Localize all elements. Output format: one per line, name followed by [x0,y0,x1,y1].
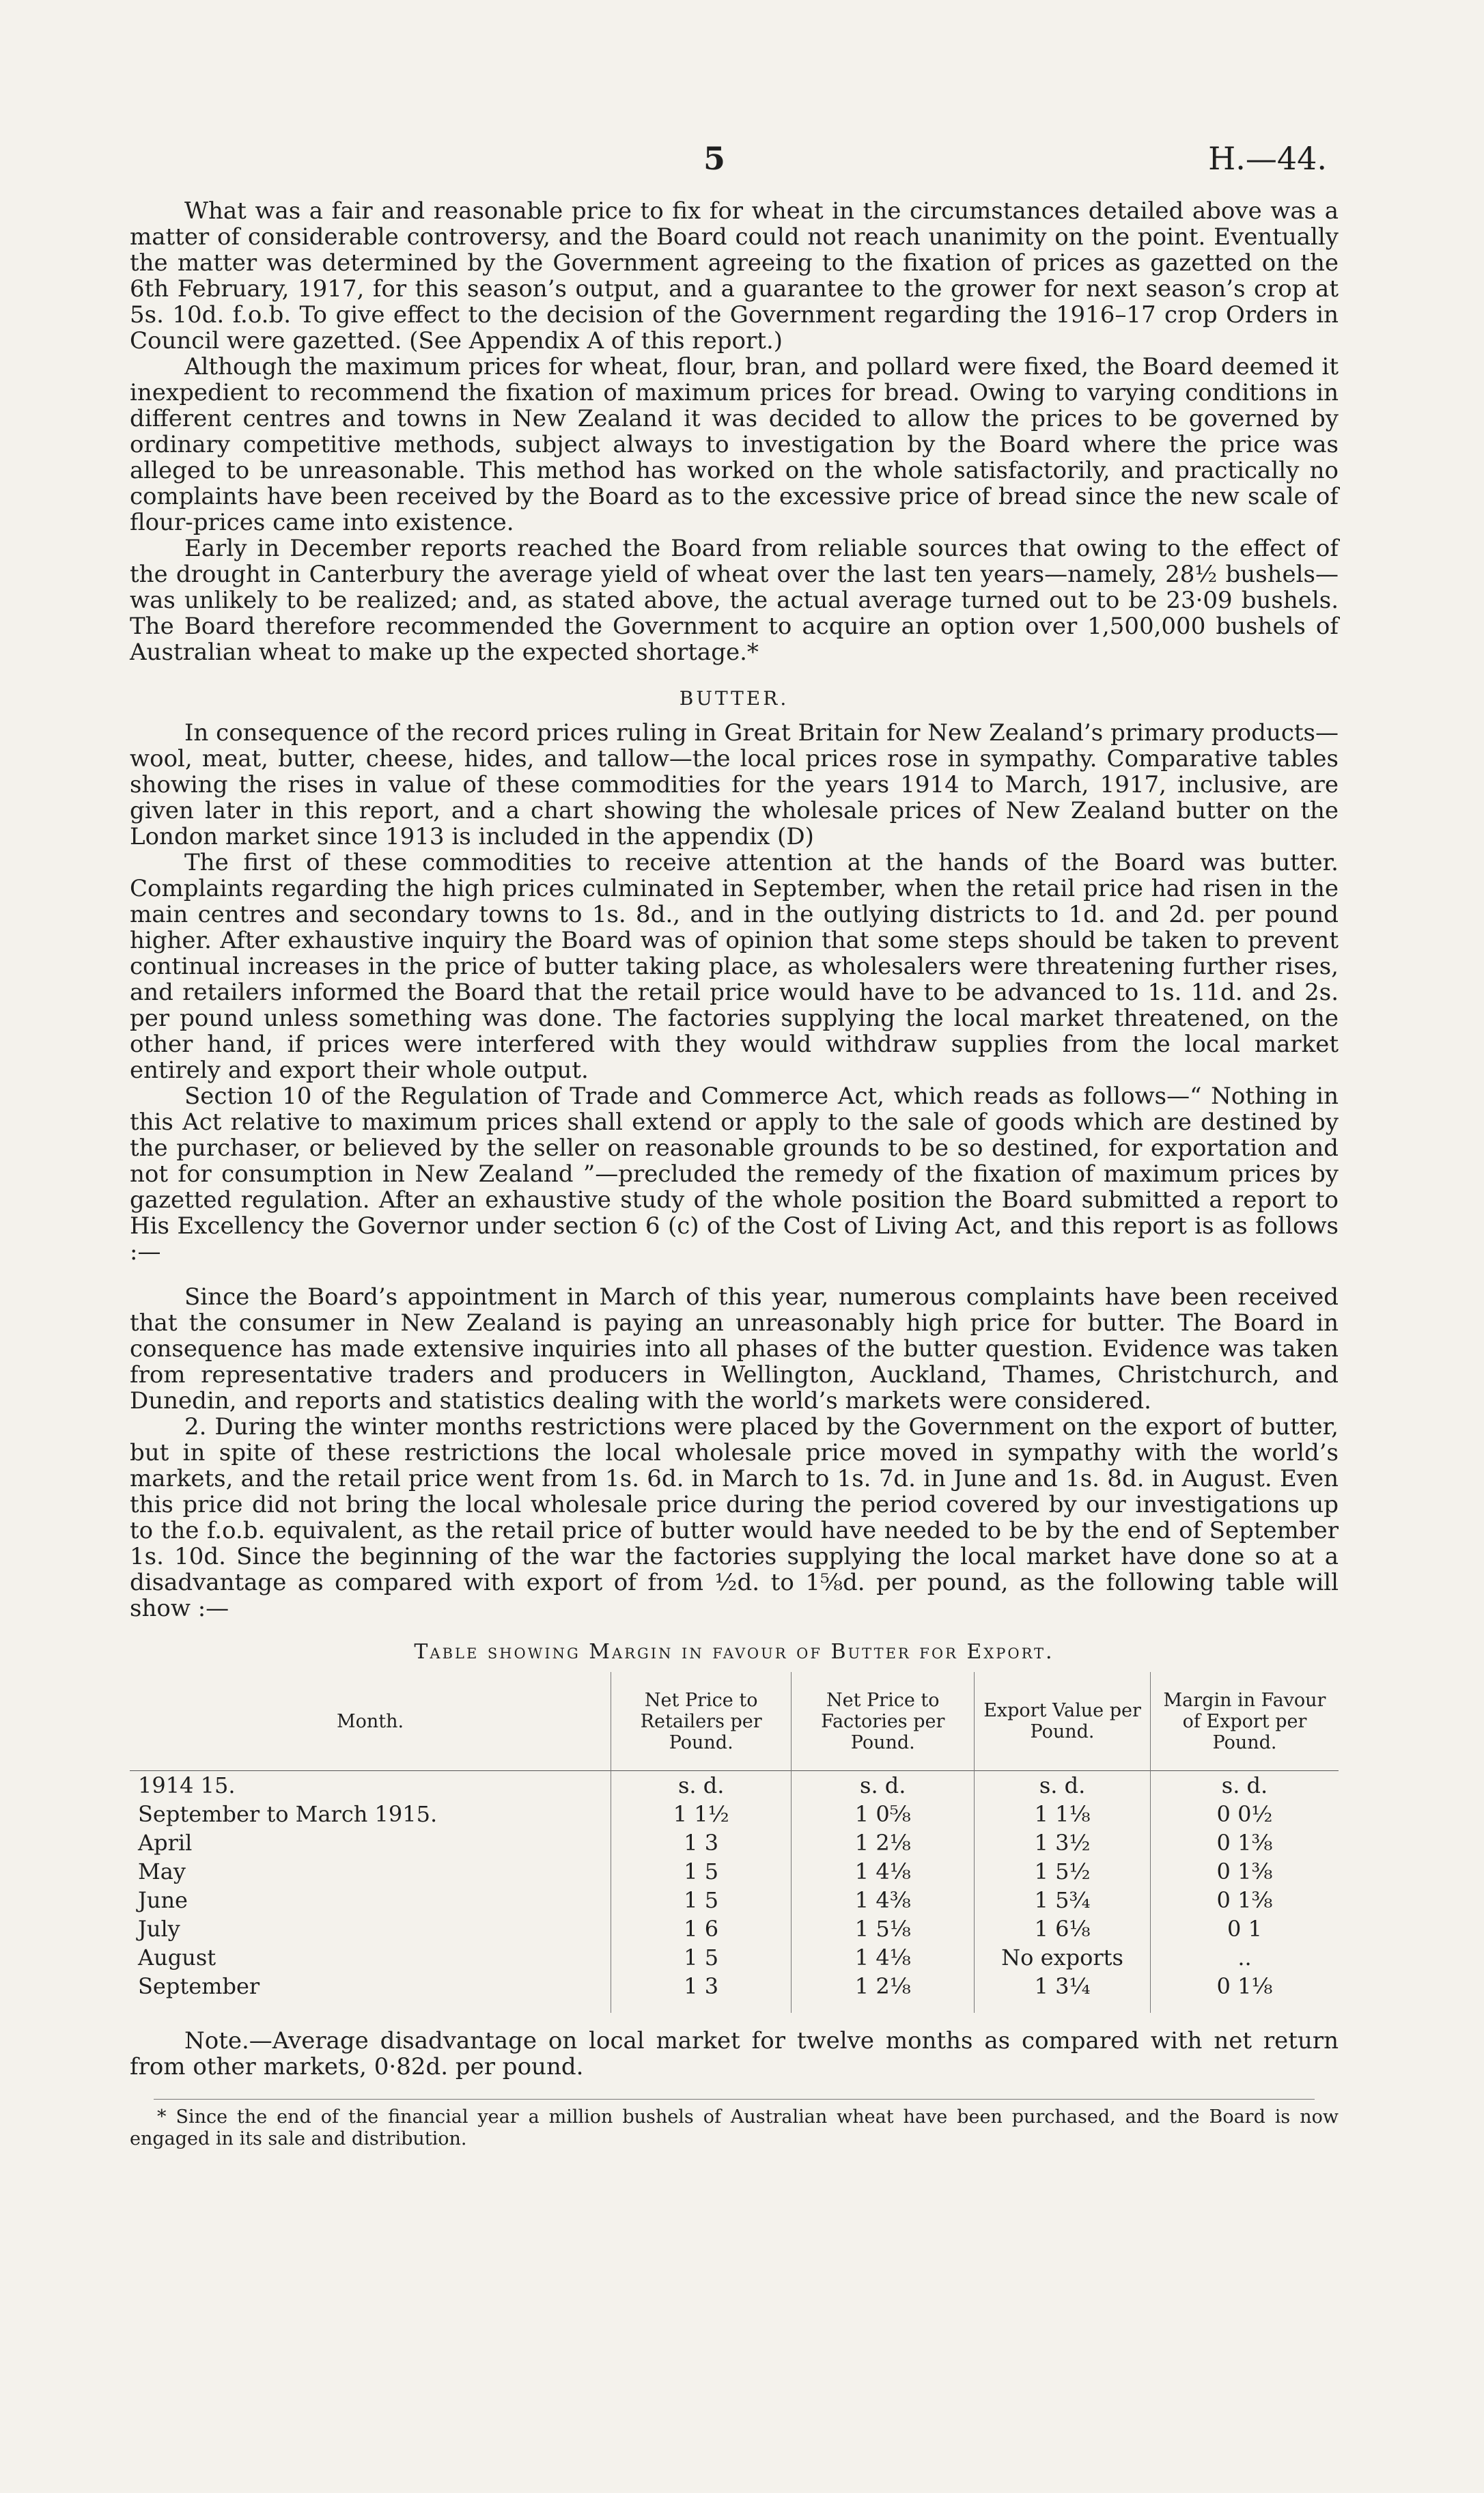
period-label: 1914 15. [138,1772,236,1798]
page-number: 5 [703,140,726,177]
page-header [0,140,1484,181]
cell-factories: 1 4⅛ [792,1857,975,1886]
table-row [130,1972,1339,2013]
body-text [130,198,1339,2150]
cell-month: September [138,1973,260,1999]
footnote-divider [154,2099,1315,2100]
cell-retailers: 1 1½ [611,1800,792,1828]
cell-margin: .. [1150,1943,1339,1972]
cell-month: April [138,1830,193,1856]
cell-retailers: 1 5 [611,1943,792,1972]
document-reference: H.—44. [1208,140,1327,177]
cell-factories: 1 5⅛ [792,1914,975,1943]
cell-margin: 0 1⅜ [1150,1828,1339,1857]
cell-margin: 0 1⅛ [1150,1972,1339,2013]
cell-export: 1 6⅛ [975,1914,1151,1943]
quote-paragraph: Since the Board’s appointment in March of this year, numerous complaints have been received that the consumer in New Zealand is paying an unreasonably high price for butter. The Board in consequence has made extensive inquiries into all phases of the butter question. Evidence was taken from representative traders and producers in Wellington, Auckland, Thames, Christchurch, and Dunedin, and reports and statistics dealing with the world’s markets were considered. [130,1283,1339,1415]
table-note [130,2028,1339,2080]
unit-label: s. d. [792,1771,975,1800]
table-header-row [130,1672,1339,1771]
cell-export: 1 3½ [975,1828,1151,1857]
cell-export: 1 5½ [975,1857,1151,1886]
cell-month: May [138,1858,186,1884]
cell-export: 1 5¾ [975,1886,1151,1914]
cell-retailers: 1 6 [611,1914,792,1943]
section-heading: BUTTER. [679,687,789,710]
paragraph: Early in December reports reached the Board from reliable sources that owing to the effect of the drought in Canterbury the average yield of wheat over the last ten years—namely, 28½ bushels—was unlikely to be realized; and, as stated above, the actual average turned out to be 23·09 bushels. The Board therefore recommended the Government to acquire an option over 1,500,000 bushels of Australian wheat to make up the expected shortage.* [130,535,1339,666]
header-export-value: Export Value per Pound. [975,1672,1151,1771]
note-text: Note.—Average disadvantage on local market for twelve months as compared with net return from other markets, 0·82d. per pound. [130,2027,1339,2080]
table-row [130,1857,1339,1886]
footnote: * Since the end of the financial year a million bushels of Australian wheat have been purchased, and the Board is now engaged in its sale and distribution. [130,2106,1339,2149]
unit-label: s. d. [1150,1771,1339,1800]
unit-label: s. d. [611,1771,792,1800]
cell-factories: 1 4⅛ [792,1943,975,1972]
paragraph: What was a fair and reasonable price to fix for wheat in the circumstances detailed above was a matter of considerable controversy, and the Board could not reach unanimity on the point. Eventually the matter was determined by the Government agreeing to the fixation of prices as gazetted on the 6th February, 1917, for this season’s output, and a guarantee to the grower for next season’s crop at 5s. 10d. f.o.b. To give effect to the decision of the Government regarding the 1916–17 crop Orders in Council were gazetted. (See Appendix A of this report.) [130,197,1339,354]
header-net-retailers: Net Price to Retailers per Pound. [611,1672,792,1771]
quote-paragraph: 2. During the winter months restrictions were placed by the Government on the export of butter, but in spite of these restrictions the local wholesale price moved in sympathy with the world’s markets, and the retail price went from 1s. 6d. in March to 1s. 7d. in June and 1s. 8d. in August. Even this price did not bring the local wholesale price during the period covered by our investigations up to the f.o.b. equivalent, as the retail price of butter would have needed to be by the end of September 1s. 10d. Since the beginning of the war the factories supplying the local market have done so at a disadvantage as compared with export of from ½d. to 1⅝d. per pound, as the following table will show :— [130,1413,1339,1622]
cell-export: 1 1⅛ [975,1800,1151,1828]
unit-label: s. d. [975,1771,1151,1800]
cell-factories: 1 2⅛ [792,1828,975,1857]
cell-retailers: 1 3 [611,1972,792,2013]
cell-month: August [138,1945,216,1970]
cell-retailers: 1 5 [611,1857,792,1886]
cell-factories: 1 0⅝ [792,1800,975,1828]
cell-margin: 0 1 [1150,1914,1339,1943]
cell-retailers: 1 3 [611,1828,792,1857]
cell-export: No exports [975,1943,1151,1972]
cell-factories: 1 2⅛ [792,1972,975,2013]
table-row [130,1886,1339,1914]
units-row [130,1771,1339,1800]
table-row [130,1828,1339,1857]
header-net-factories: Net Price to Factories per Pound. [792,1672,975,1771]
table-row [130,1800,1339,1828]
paragraph: Section 10 of the Regulation of Trade and Commerce Act, which reads as follows—“ Nothing in this Act relative to maximum prices shall extend or apply to the sale of goods which are destined by the purchaser, or believed by the seller on reasonable grounds to be so destined, for exportation and not for consumption in New Zealand ”—precluded the remedy of the fixation of maximum prices by gazetted regulation. After an exhaustive study of the whole position the Board submitted a report to His Excellency the Governor under section 6 (c) of the Cost of Living Act, and this report is as follows :— [130,1083,1339,1266]
cell-month: July [138,1916,180,1942]
cell-factories: 1 4⅜ [792,1886,975,1914]
table-row [130,1943,1339,1972]
cell-export: 1 3¼ [975,1972,1151,2013]
cell-margin: 0 1⅜ [1150,1886,1339,1914]
board-report-quote [130,1284,1339,1621]
cell-month: June [138,1887,188,1913]
paragraph: The first of these commodities to receive attention at the hands of the Board was butter. Complaints regarding the high prices culminated in September, when the retail price had risen in the main centres and secondary towns to 1s. 8d., and in the outlying districts to 1d. and 2d. per pound higher. After exhaustive inquiry the Board was of opinion that some steps should be taken to prevent continual increases in the price of butter taking place, as wholesalers were threatening further rises, and retailers informed the Board that the retail price would have to be advanced to 1s. 11d. and 2s. per pound unless something was done. The factories supplying the local market threatened, on the other hand, if prices were interfered with they would withdraw supplies from the local market entirely and export their whole output. [130,849,1339,1084]
table-title: Table showing Margin in favour of Butter for Export. [414,1640,1054,1664]
header-month: Month. [336,1710,404,1732]
table-row [130,1914,1339,1943]
cell-month: September to March 1915. [138,1801,438,1827]
cell-retailers: 1 5 [611,1886,792,1914]
butter-margin-table [130,1672,1339,2013]
cell-margin: 0 1⅜ [1150,1857,1339,1886]
cell-margin: 0 0½ [1150,1800,1339,1828]
paragraph: Although the maximum prices for wheat, flour, bran, and pollard were fixed, the Board deemed it inexpedient to recommend the fixation of maximum prices for bread. Owing to varying conditions in different centres and towns in New Zealand it was decided to allow the prices to be governed by ordinary competitive methods, subject always to investigation by the Board where the price was alleged to be unreasonable. This method has worked on the whole satisfactorily, and practically no complaints have been received by the Board as to the excessive price of bread since the new scale of flour-prices came into existence. [130,353,1339,536]
paragraph: In consequence of the record prices ruling in Great Britain for New Zealand’s primary products—wool, meat, butter, cheese, hides, and tallow—the local prices rose in sympathy. Comparative tables showing the rises in value of these commodities for the years 1914 to March, 1917, inclusive, are given later in this report, and a chart showing the wholesale prices of New Zealand butter on the London market since 1913 is included in the appendix (D) [130,719,1339,850]
header-margin: Margin in Favour of Export per Pound. [1150,1672,1339,1771]
